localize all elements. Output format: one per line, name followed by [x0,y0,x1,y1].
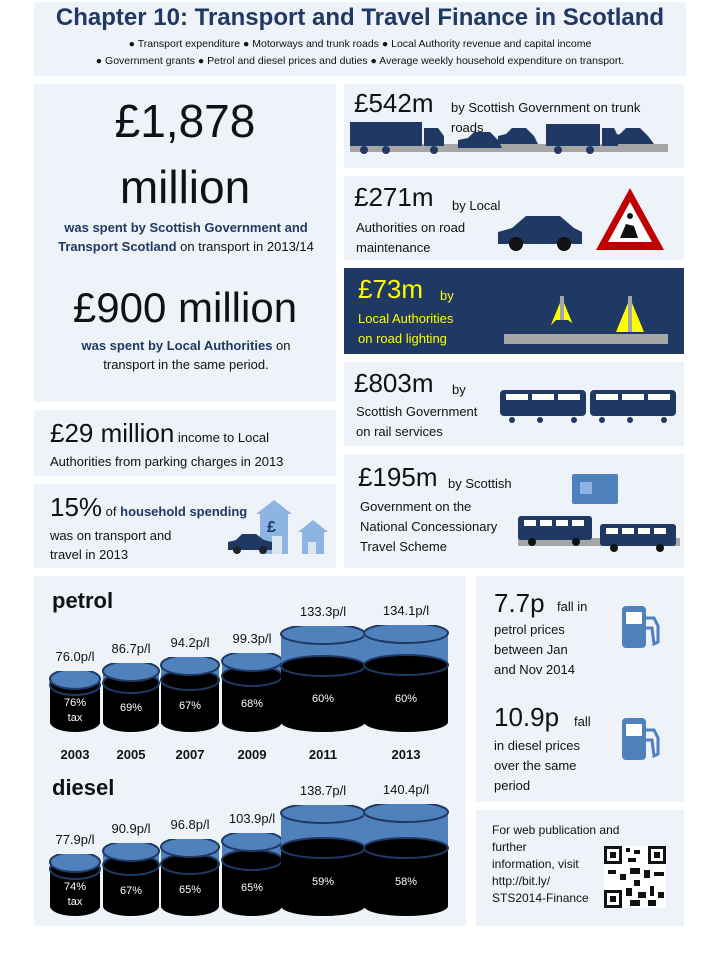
sg-amount-unit: million [119,161,251,213]
maintenance-amount: £271m [354,182,434,212]
concession-text-a: by Scottish [448,476,512,491]
roadworks-icon [496,186,672,254]
topic: Government grants [105,55,195,67]
diesel-fall-b: in diesel prices [494,738,580,753]
house-car-icon [226,500,328,556]
diesel-fall-amount: 10.9p [494,702,560,732]
year-tick-label: 2011 [308,747,338,762]
petrol-tax-label: 60% [311,693,335,705]
web-text: For web publication and further information, visit http://bit.ly/ STS2014-Finance [492,823,620,905]
year-tick-label: 2007 [175,747,205,762]
diesel-barrel [279,805,367,918]
lighting-amount: £73m [358,274,424,304]
petrol-barrel [101,663,161,734]
petrol-barrel [159,657,221,734]
petrol-price-label: 99.3p/l [232,631,272,646]
la-amount: £900 million [72,284,298,331]
year-tick-label: 2013 [391,747,421,762]
petrol-chart-title: petrol [52,588,114,613]
diesel-price-label: 96.8p/l [170,817,210,832]
petrol-barrel [362,625,450,734]
petrol-price-label: 94.2p/l [170,635,210,650]
sg-amount: £1,878 [114,95,256,147]
petrol-tax-label: 67% [178,700,202,712]
petrol-price-label: 134.1p/l [382,603,430,618]
trunk-text-b: roads [451,120,484,135]
train-icon [500,386,680,424]
parking-line2: Authorities from parking charges in 2013 [50,454,284,469]
diesel-tax-label: 58% [394,876,418,888]
diesel-tax-label: 65% [178,884,202,896]
diesel-fall-c: over the same [494,758,577,773]
topics-line-1: ● Transport expenditure ● Motorways and trunk roads ● Local Authority revenue and capital income [128,38,592,50]
page-title: Chapter 10: Transport and Travel Finance in Scotland [55,4,665,31]
trunk-text-a: by Scottish Government on trunk [451,100,641,115]
concession-text-c: National Concessionary [360,519,498,534]
petrol-barrel [279,626,367,734]
web-link[interactable]: http://bit.ly/ [492,874,551,888]
diesel-tax-label: 65% [240,882,264,894]
lighting-text-b: Local Authorities [358,311,454,326]
rail-amount: £803m [354,368,434,398]
topic: Motorways and trunk roads [252,38,379,50]
fuel-pump-icon [618,604,662,650]
petrol-fall-c: between Jan [494,642,568,657]
year-tick-label: 2009 [237,747,267,762]
petrol-barrel [220,653,284,734]
svg-text:£: £ [267,519,276,536]
diesel-barrel [362,804,450,918]
la-text: was spent by Local Authorities on transport in the same period. [81,338,291,372]
diesel-tax-label: 59% [311,876,335,888]
petrol-price-label: 133.3p/l [299,604,347,619]
diesel-fall-d: period [494,778,531,793]
lighting-text-a: by [440,288,454,303]
concession-amount: £195m [358,462,438,492]
rail-text-b: Scottish Government [356,404,478,419]
topic: Average weekly household expenditure on transport. [379,55,625,67]
petrol-fall-a: fall in [557,599,588,614]
trunk-road-icon [350,120,668,162]
petrol-tax-label: 60% [394,692,418,705]
diesel-barrel [220,833,284,918]
diesel-price-label: 90.9p/l [111,821,151,836]
diesel-chart-title: diesel [52,775,115,800]
parking-line1: £29 million income to Local [50,418,269,448]
diesel-fall-a: fall [574,714,591,729]
qr-code-icon[interactable] [604,846,666,908]
topic: Transport expenditure [137,38,241,50]
household-line1: 15% of household spending [50,492,248,522]
rail-text-a: by [452,382,466,397]
bus-pass-icon [518,472,680,554]
fuel-pump-icon [618,716,662,762]
household-line3: travel in 2013 [50,547,129,562]
petrol-fall-d: and Nov 2014 [494,662,575,677]
diesel-price-label: 77.9p/l [55,832,95,847]
diesel-barrel [159,839,221,918]
petrol-fall-amount: 7.7p [494,588,545,618]
rail-text-c: on rail services [356,424,443,439]
household-line2: was on transport and [50,528,172,543]
petrol-tax-label: 76% tax [63,696,87,724]
petrol-price-label: 76.0p/l [55,649,95,664]
topic: Local Authority revenue and capital income [391,38,592,50]
trunk-amount: £542m [354,88,434,118]
diesel-price-label: 138.7p/l [299,783,347,798]
lighting-text-c: on road lighting [358,331,447,346]
diesel-price-label: 103.9p/l [228,811,276,826]
diesel-tax-label: 74% tax [63,880,87,908]
diesel-tax-label: 67% [119,884,143,897]
petrol-price-label: 86.7p/l [111,641,151,656]
topics-line-2: ● Government grants ● Petrol and diesel prices and duties ● Average weekly household expenditure on transport. [95,55,625,67]
maintenance-text-b: Authorities on road [356,220,466,235]
petrol-tax-label: 68% [240,698,264,710]
concession-text-b: Government on the [360,499,472,514]
year-tick-label: 2003 [60,747,90,762]
year-tick-label: 2005 [116,747,146,762]
topic: Petrol and diesel prices and duties [207,55,368,67]
diesel-price-label: 140.4p/l [382,782,430,797]
sg-text: was spent by Scottish Government and Transport Scotland on transport in 2013/14 [58,220,314,254]
petrol-tax-label: 69% [119,701,143,714]
diesel-barrel [101,843,161,918]
maintenance-text-a: by Local [452,198,501,213]
streetlight-icon [504,296,668,346]
maintenance-text-c: maintenance [356,240,431,255]
concession-text-d: Travel Scheme [360,539,447,554]
petrol-fall-b: petrol prices [494,622,565,637]
